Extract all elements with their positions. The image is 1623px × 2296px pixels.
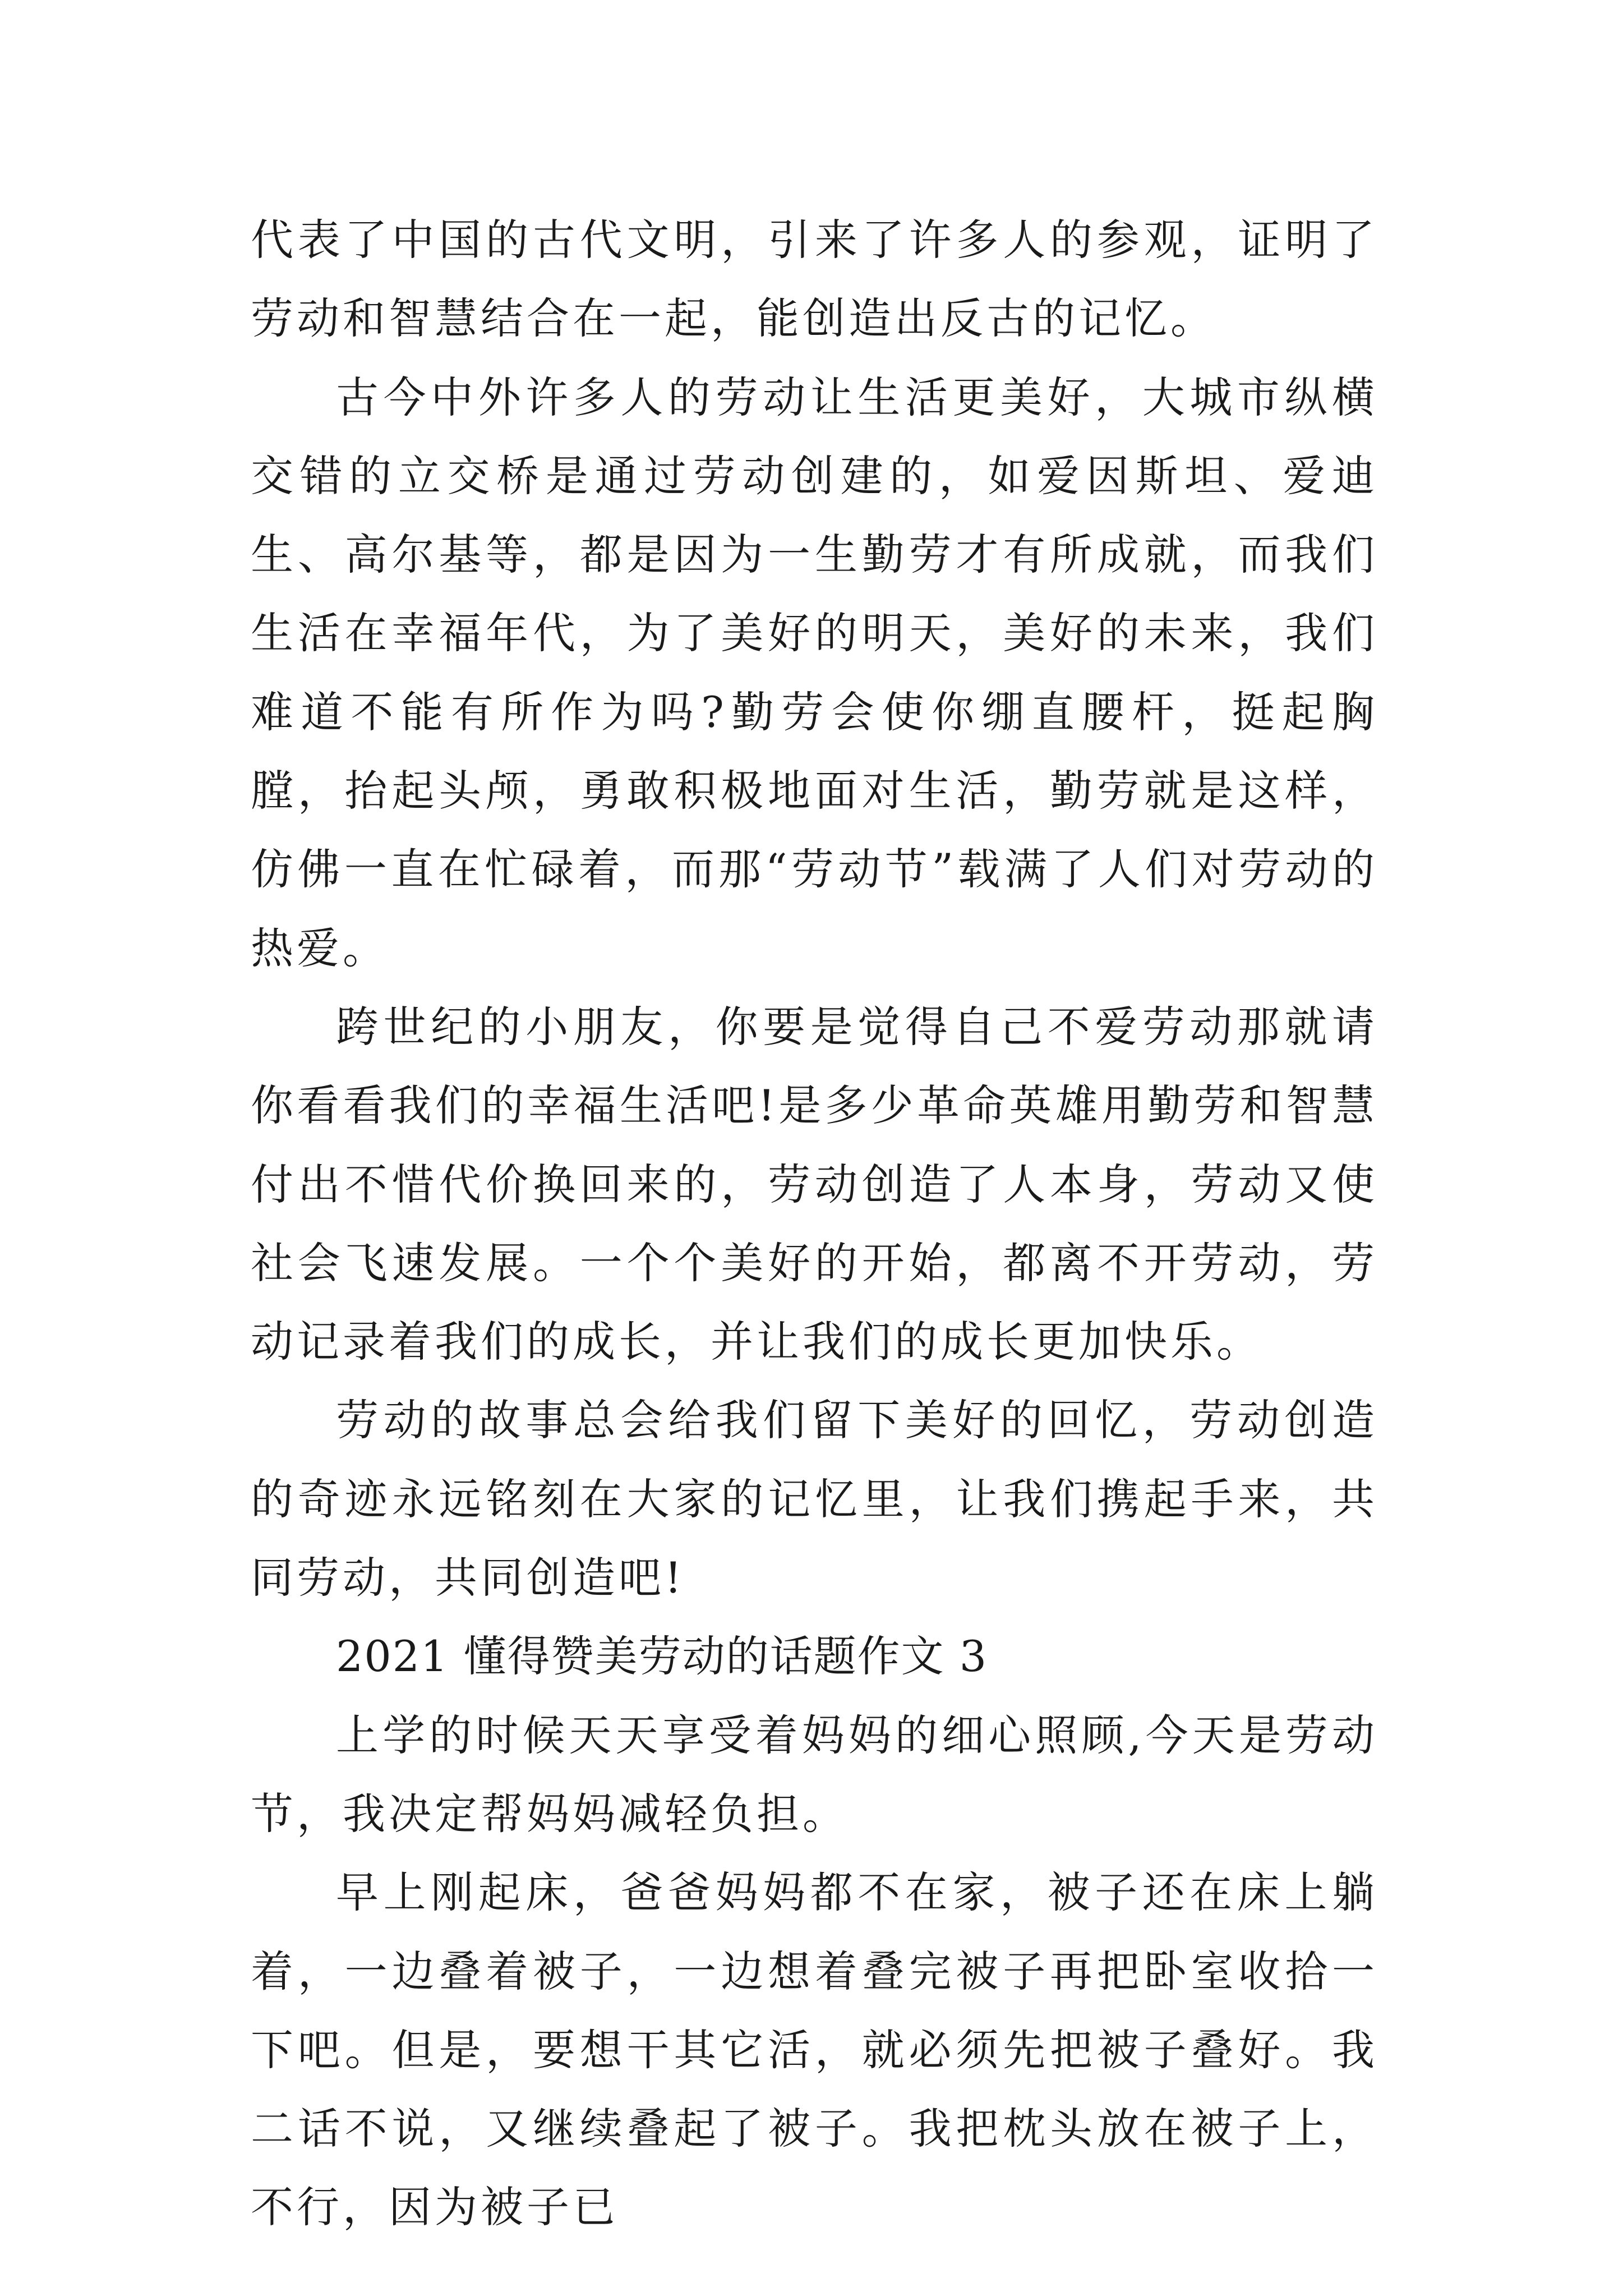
paragraph-1: 代表了中国的古代文明，引来了许多人的参观，证明了劳动和智慧结合在一起，能创造出反古的记忆。 <box>251 215 1378 344</box>
paragraph-4: 劳动的故事总会给我们留下美好的回忆，劳动创造的奇迹永远铭刻在大家的记忆里，让我们携起手来，共同劳动，共同创造吧! <box>251 1395 1378 1603</box>
paragraph-2: 古今中外许多人的劳动让生活更美好，大城市纵横交错的立交桥是通过劳动创建的，如爱因斯坦、爱迪生、高尔基等，都是因为一生勤劳才有所成就，而我们生活在幸福年代，为了美好的明天，美好的未来，我们难道不能有所作为吗?勤劳会使你绷直腰杆，挺起胸膛，抬起头颅，勇敢积极地面对生活，勤劳就是这样，仿佛一直在忙碌着，而那“劳动节”载满了人们对劳动的热爱。 <box>251 372 1378 973</box>
paragraph-6: 早上刚起床，爸爸妈妈都不在家，被子还在床上躺着，一边叠着被子，一边想着叠完被子再把卧室收拾一下吧。但是，要想干其它活，就必须先把被子叠好。我二话不说，又继续叠起了被子。我把枕头放在被子上，不行，因为被子已 <box>251 1867 1378 2233</box>
section-heading: 2021 懂得赞美劳动的话题作文 3 <box>336 1631 988 1682</box>
paragraph-3: 跨世纪的小朋友，你要是觉得自己不爱劳动那就请你看看我们的幸福生活吧!是多少革命英雄用勤劳和智慧付出不惜代价换回来的，劳动创造了人本身，劳动又使社会飞速发展。一个个美好的开始，都离不开劳动，劳动记录着我们的成长，并让我们的成长更加快乐。 <box>251 1001 1378 1367</box>
document-body <box>251 201 1378 2247</box>
paragraph-5: 上学的时候天天享受着妈妈的细心照顾,今天是劳动节，我决定帮妈妈减轻负担。 <box>251 1710 1378 1839</box>
